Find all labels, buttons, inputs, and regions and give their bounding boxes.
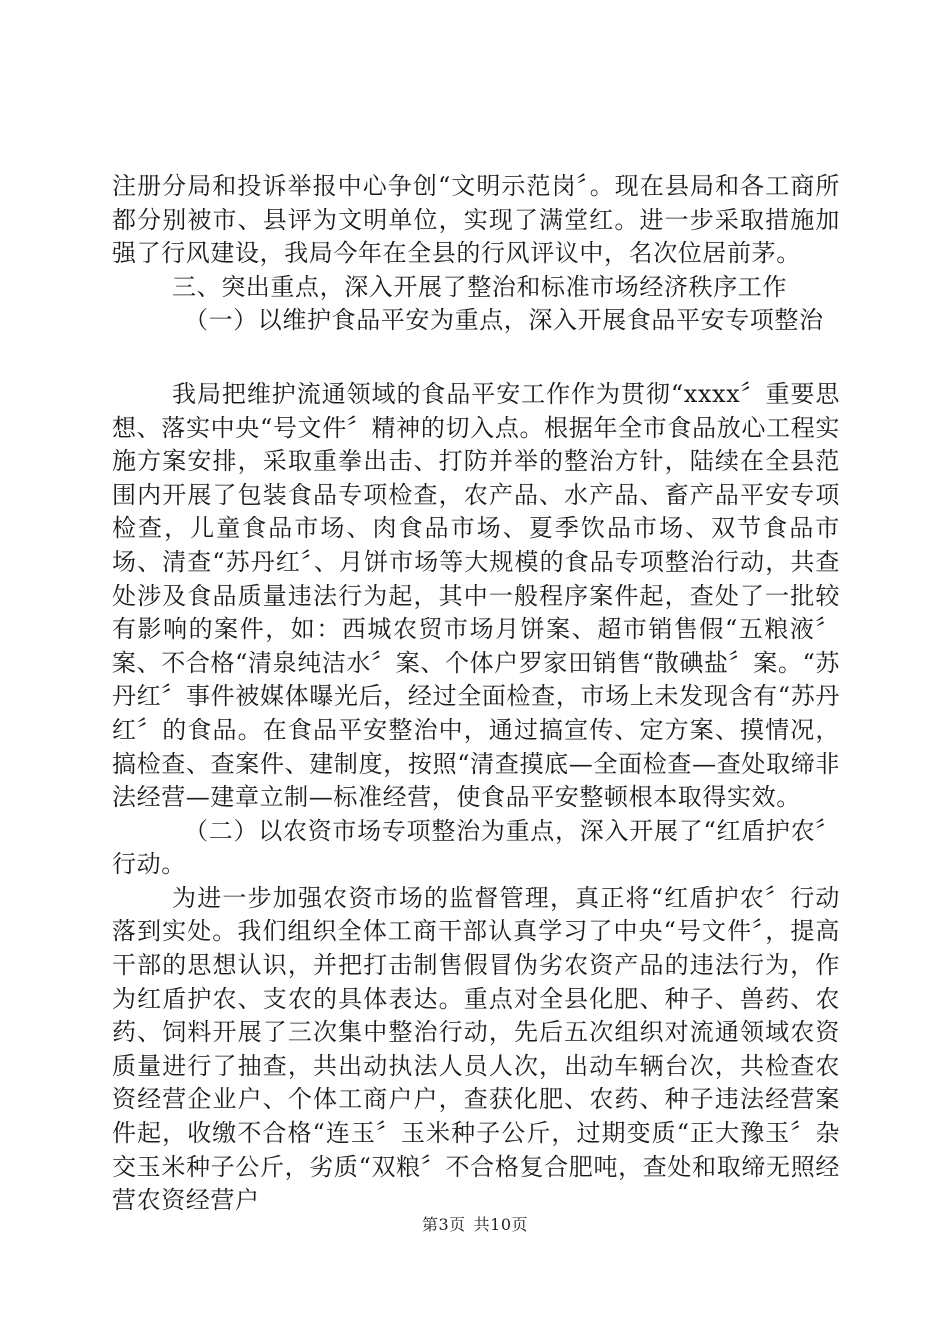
page-number: 第3页 xyxy=(421,1215,466,1234)
paragraph-food-safety: 我局把维护流通领域的食品平安工作作为贯彻“xxxx〞重要思想、落实中央“号文件〞精神的切入点。根据年全市食品放心工程实施方案安排，采取重拳出击、打防并举的整治方针，陆续在全县范围内开展了包装食品专项检查，农产品、水产品、畜产品平安专项检查，儿童食品市场、肉食品市场、夏季饮品市场、双节食品市场、清查“苏丹红〞、月饼市场等大规模的食品专项整治行动，共查处涉及食品质量违法行为起，其中一般程序案件起，查处了一批较有影响的案件，如：西城农贸市场月饼案、超市销售假“五粮液〞案、不合格“清泉纯洁水〞案、个体户罗家田销售“散碘盐〞案。“苏丹红〞事件被媒体曝光后，经过全面检查，市场上未发现含有“苏丹红〞的食品。在食品平安整治中，通过搞宣传、定方案、摸情况，搞检查、查案件、建制度，按照“清查摸底—全面检查—查处取缔非法经营—建章立制—标准经营，使食品平安整顿根本取得实效。 xyxy=(112,379,840,812)
page-footer xyxy=(0,1215,950,1235)
subsection-heading-two: （二）以农资市场专项整治为重点，深入开展了“红盾护农〞行动。 xyxy=(112,816,840,879)
section-heading-three: 三、突出重点，深入开展了整治和标准市场经济秩序工作 xyxy=(172,272,787,301)
paragraph-continuation: 注册分局和投诉举报中心争创“文明示范岗〞。现在县局和各工商所都分别被市、县评为文明单位，实现了满堂红。进一步采取措施加强了行风建设，我局今年在全县的行风评议中，名次位居前茅。 xyxy=(112,172,840,268)
document-body xyxy=(112,170,840,1218)
page-total: 共10页 xyxy=(473,1215,529,1234)
paragraph-agri-supplies: 为进一步加强农资市场的监督管理，真正将“红盾护农〞行动落到实处。我们组织全体工商干部认真学习了中央“号文件〞，提高干部的思想认识，并把打击制售假冒伪劣农资产品的违法行为，作为红盾护农、支农的具体表达。重点对全县化肥、种子、兽药、农药、饲料开展了三次集中整治行动，先后五次组织对流通领域农资质量进行了抽查，共出动执法人员人次，出动车辆台次，共检查农资经营企业户、个体工商户户，查获化肥、农药、种子违法经营案件起，收缴不合格“连玉〞玉米种子公斤，过期变质“正大豫玉〞杂交玉米种子公斤，劣质“双粮〞不合格复合肥吨，查处和取缔无照经营农资经营户 xyxy=(112,883,840,1215)
subsection-heading-one: （一）以维护食品平安为重点，深入开展食品平安专项整治 xyxy=(184,306,824,335)
